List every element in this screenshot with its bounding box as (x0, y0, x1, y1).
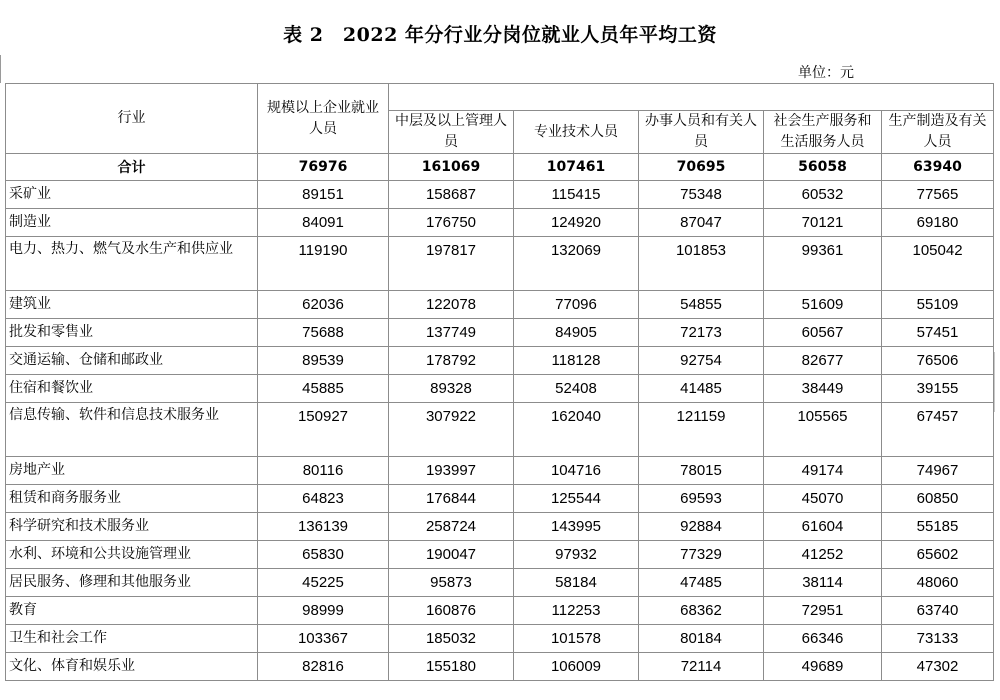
wage-cell: 307922 (389, 403, 514, 457)
wage-cell: 160876 (389, 597, 514, 625)
wage-cell: 63740 (882, 597, 994, 625)
industry-cell: 采矿业 (6, 181, 258, 209)
total-value: 107461 (514, 154, 639, 181)
wage-cell: 45225 (258, 569, 389, 597)
header-industry: 行业 (6, 84, 258, 154)
table-row (6, 375, 994, 403)
table-row (6, 597, 994, 625)
wage-cell: 54855 (639, 291, 764, 319)
wage-cell: 61604 (764, 513, 882, 541)
industry-cell: 制造业 (6, 209, 258, 237)
industry-cell: 居民服务、修理和其他服务业 (6, 569, 258, 597)
wage-cell: 60567 (764, 319, 882, 347)
wage-cell: 178792 (389, 347, 514, 375)
industry-cell: 水利、环境和公共设施管理业 (6, 541, 258, 569)
wage-cell: 89151 (258, 181, 389, 209)
wage-cell: 176844 (389, 485, 514, 513)
wage-cell: 55185 (882, 513, 994, 541)
wage-cell: 84905 (514, 319, 639, 347)
header-professionals: 专业技术人员 (514, 111, 639, 154)
wage-cell: 176750 (389, 209, 514, 237)
wage-cell: 101578 (514, 625, 639, 653)
wage-cell: 72173 (639, 319, 764, 347)
wage-cell: 92884 (639, 513, 764, 541)
wage-cell: 55109 (882, 291, 994, 319)
table-row (6, 653, 994, 681)
wage-cell: 39155 (882, 375, 994, 403)
wage-cell: 155180 (389, 653, 514, 681)
wage-cell: 47485 (639, 569, 764, 597)
total-label: 合计 (6, 154, 258, 181)
table-row (6, 457, 994, 485)
industry-cell: 电力、热力、燃气及水生产和供应业 (6, 237, 258, 291)
header-large-enterprise: 规模以上企业就业人员 (258, 84, 389, 154)
wage-cell: 48060 (882, 569, 994, 597)
table-row (6, 319, 994, 347)
wage-cell: 89539 (258, 347, 389, 375)
wage-cell: 118128 (514, 347, 639, 375)
total-value: 76976 (258, 154, 389, 181)
wage-cell: 70121 (764, 209, 882, 237)
wage-cell: 62036 (258, 291, 389, 319)
wage-cell: 47302 (882, 653, 994, 681)
wage-cell: 65830 (258, 541, 389, 569)
wage-cell: 125544 (514, 485, 639, 513)
wage-cell: 80184 (639, 625, 764, 653)
total-value: 56058 (764, 154, 882, 181)
wage-cell: 60532 (764, 181, 882, 209)
wage-table (5, 83, 994, 681)
wage-cell: 105042 (882, 237, 994, 291)
header-service: 社会生产服务和生活服务人员 (764, 111, 882, 154)
wage-cell: 49174 (764, 457, 882, 485)
total-value: 70695 (639, 154, 764, 181)
wage-cell: 193997 (389, 457, 514, 485)
wage-cell: 99361 (764, 237, 882, 291)
left-edge-mark (0, 55, 5, 83)
industry-cell: 科学研究和技术服务业 (6, 513, 258, 541)
wage-cell: 112253 (514, 597, 639, 625)
wage-cell: 95873 (389, 569, 514, 597)
wage-cell: 57451 (882, 319, 994, 347)
total-value: 63940 (882, 154, 994, 181)
wage-cell: 72114 (639, 653, 764, 681)
industry-cell: 租赁和商务服务业 (6, 485, 258, 513)
industry-cell: 建筑业 (6, 291, 258, 319)
wage-cell: 132069 (514, 237, 639, 291)
wage-cell: 72951 (764, 597, 882, 625)
header-managers: 中层及以上管理人员 (389, 111, 514, 154)
industry-cell: 教育 (6, 597, 258, 625)
table-row (6, 181, 994, 209)
wage-cell: 105565 (764, 403, 882, 457)
wage-cell: 76506 (882, 347, 994, 375)
table-row (6, 237, 994, 291)
wage-cell: 73133 (882, 625, 994, 653)
wage-cell: 87047 (639, 209, 764, 237)
wage-cell: 82816 (258, 653, 389, 681)
wage-cell: 115415 (514, 181, 639, 209)
wage-cell: 121159 (639, 403, 764, 457)
wage-cell: 75688 (258, 319, 389, 347)
table-row (6, 347, 994, 375)
wage-cell: 75348 (639, 181, 764, 209)
wage-cell: 69593 (639, 485, 764, 513)
header-production: 生产制造及有关人员 (882, 111, 994, 154)
wage-cell: 84091 (258, 209, 389, 237)
wage-cell: 77096 (514, 291, 639, 319)
industry-cell: 住宿和餐饮业 (6, 375, 258, 403)
wage-cell: 58184 (514, 569, 639, 597)
wage-cell: 45885 (258, 375, 389, 403)
wage-cell: 101853 (639, 237, 764, 291)
wage-cell: 106009 (514, 653, 639, 681)
wage-cell: 190047 (389, 541, 514, 569)
wage-cell: 119190 (258, 237, 389, 291)
table-row (6, 403, 994, 457)
wage-cell: 74967 (882, 457, 994, 485)
wage-cell: 45070 (764, 485, 882, 513)
wage-cell: 82677 (764, 347, 882, 375)
wage-cell: 103367 (258, 625, 389, 653)
industry-cell: 文化、体育和娱乐业 (6, 653, 258, 681)
wage-cell: 98999 (258, 597, 389, 625)
industry-cell: 卫生和社会工作 (6, 625, 258, 653)
wage-cell: 69180 (882, 209, 994, 237)
wage-cell: 150927 (258, 403, 389, 457)
wage-cell: 67457 (882, 403, 994, 457)
wage-cell: 66346 (764, 625, 882, 653)
right-edge-mark (994, 352, 1000, 412)
wage-cell: 122078 (389, 291, 514, 319)
wage-cell: 124920 (514, 209, 639, 237)
header-group-blank (389, 84, 994, 111)
wage-cell: 64823 (258, 485, 389, 513)
wage-cell: 158687 (389, 181, 514, 209)
industry-cell: 批发和零售业 (6, 319, 258, 347)
wage-cell: 162040 (514, 403, 639, 457)
wage-cell: 143995 (514, 513, 639, 541)
industry-cell: 信息传输、软件和信息技术服务业 (6, 403, 258, 457)
table-row (6, 291, 994, 319)
wage-cell: 197817 (389, 237, 514, 291)
header-clerks: 办事人员和有关人员 (639, 111, 764, 154)
header-row-top (6, 84, 994, 111)
wage-cell: 68362 (639, 597, 764, 625)
wage-cell: 137749 (389, 319, 514, 347)
wage-cell: 136139 (258, 513, 389, 541)
wage-cell: 77329 (639, 541, 764, 569)
wage-cell: 52408 (514, 375, 639, 403)
wage-cell: 185032 (389, 625, 514, 653)
total-value: 161069 (389, 154, 514, 181)
wage-cell: 49689 (764, 653, 882, 681)
table-title: 表 2 2022 年分行业分岗位就业人员年平均工资 (283, 24, 717, 46)
wage-cell: 104716 (514, 457, 639, 485)
unit-label: 单位：元 (798, 65, 854, 81)
wage-cell: 92754 (639, 347, 764, 375)
wage-cell: 38449 (764, 375, 882, 403)
wage-cell: 89328 (389, 375, 514, 403)
industry-cell: 交通运输、仓储和邮政业 (6, 347, 258, 375)
wage-cell: 41252 (764, 541, 882, 569)
wage-cell: 51609 (764, 291, 882, 319)
wage-cell: 77565 (882, 181, 994, 209)
table-row (6, 485, 994, 513)
wage-cell: 38114 (764, 569, 882, 597)
total-row (6, 154, 994, 181)
table-row (6, 513, 994, 541)
table-row (6, 569, 994, 597)
wage-cell: 258724 (389, 513, 514, 541)
wage-cell: 60850 (882, 485, 994, 513)
wage-cell: 65602 (882, 541, 994, 569)
table-row (6, 625, 994, 653)
wage-cell: 78015 (639, 457, 764, 485)
table-row (6, 541, 994, 569)
table-row (6, 209, 994, 237)
wage-cell: 41485 (639, 375, 764, 403)
industry-cell: 房地产业 (6, 457, 258, 485)
wage-cell: 97932 (514, 541, 639, 569)
wage-cell: 80116 (258, 457, 389, 485)
